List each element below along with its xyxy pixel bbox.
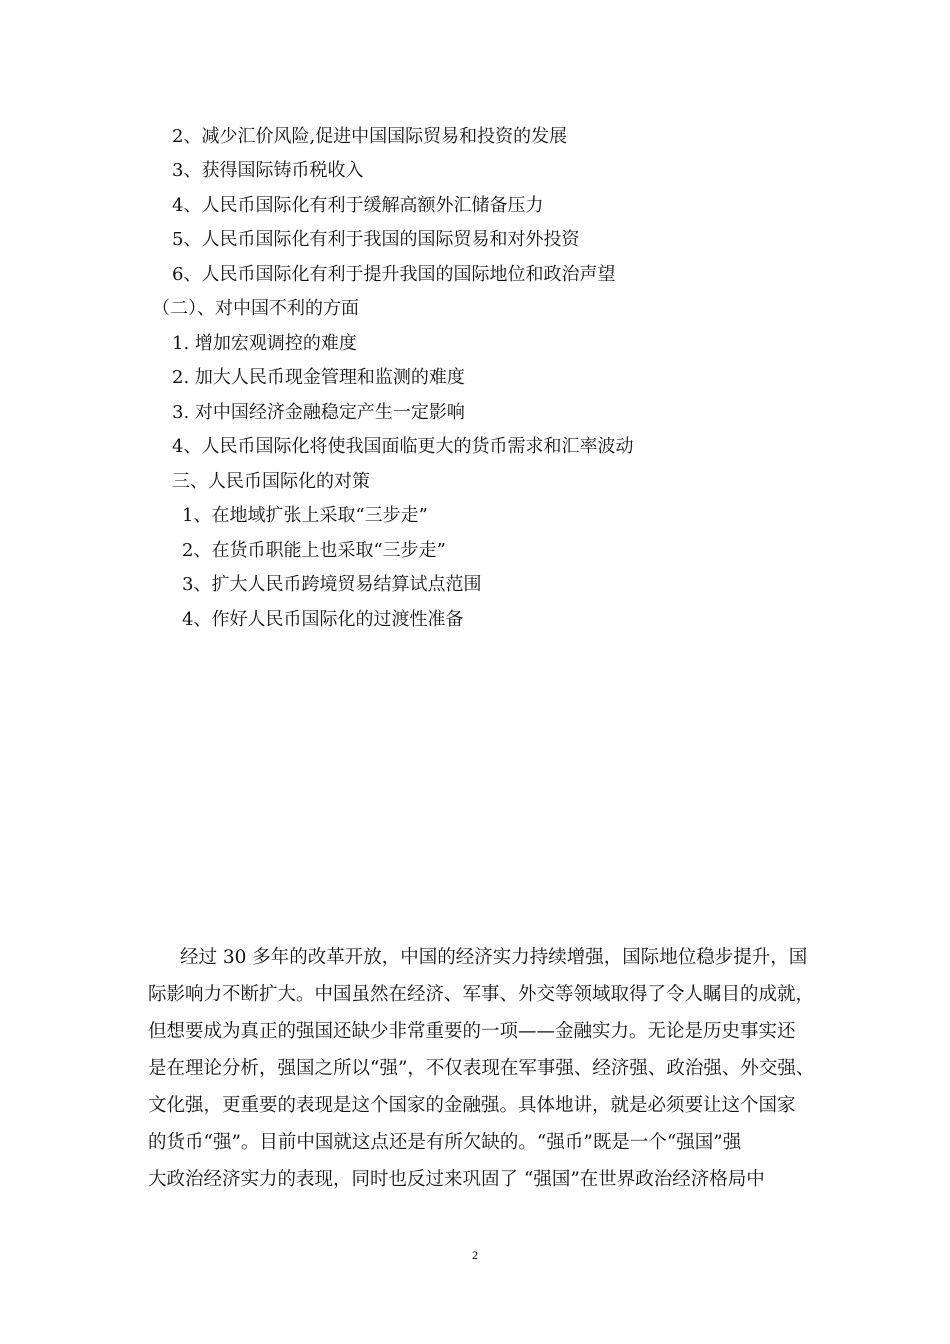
outline-section-heading: 三、人民币国际化的对策 (172, 471, 370, 492)
page-number: 2 (472, 1248, 478, 1262)
paragraph-line: 际影响力不断扩大。中国虽然在经济、军事、外交等领域取得了令人瞩目的成就， (148, 984, 815, 1005)
outline-item: 2、减少汇价风险,促进中国国际贸易和投资的发展 (172, 126, 568, 147)
paragraph-line: 但想要成为真正的强国还缺少非常重要的一项——金融实力。无论是历史事实还 (148, 1021, 796, 1042)
outline-item: 1、在地域扩张上采取“三步走” (182, 505, 428, 526)
outline-item: 5、人民币国际化有利于我国的国际贸易和对外投资 (172, 229, 580, 250)
paragraph-line: 文化强，更重要的表现是这个国家的金融强。具体地讲，就是必须要让这个国家 (148, 1095, 796, 1116)
outline-item: 3. 对中国经济金融稳定产生一定影响 (172, 402, 465, 423)
outline-section-heading: （二）、对中国不利的方面 (152, 298, 359, 319)
paragraph-line: 大政治经济实力的表现，同时也反过来巩固了 “强国”在世界政治经济格局中 (148, 1169, 765, 1190)
outline-item: 4、人民币国际化将使我国面临更大的货币需求和汇率波动 (172, 436, 634, 457)
outline-item: 4、作好人民币国际化的过渡性准备 (182, 609, 464, 630)
outline-item: 4、人民币国际化有利于缓解高额外汇储备压力 (172, 195, 544, 216)
body-paragraph (148, 939, 815, 1198)
outline-item: 3、扩大人民币跨境贸易结算试点范围 (182, 574, 482, 595)
outline-item: 3、获得国际铸币税收入 (172, 160, 364, 181)
outline-item: 2、在货币职能上也采取“三步走” (182, 540, 446, 561)
outline-item: 6、人民币国际化有利于提升我国的国际地位和政治声望 (172, 264, 616, 285)
paragraph-line: 经过 30 多年的改革开放，中国的经济实力持续增强，国际地位稳步提升，国 (180, 947, 808, 968)
outline-item: 2. 加大人民币现金管理和监测的难度 (172, 367, 465, 388)
paragraph-line: 的货币“强”。目前中国就这点还是有所欠缺的。“强币”既是一个“强国”强 (148, 1132, 742, 1153)
outline-item: 1. 增加宏观调控的难度 (172, 333, 357, 354)
paragraph-line: 是在理论分析，强国之所以“强”，不仅表现在军事强、经济强、政治强、外交强、 (148, 1058, 815, 1079)
